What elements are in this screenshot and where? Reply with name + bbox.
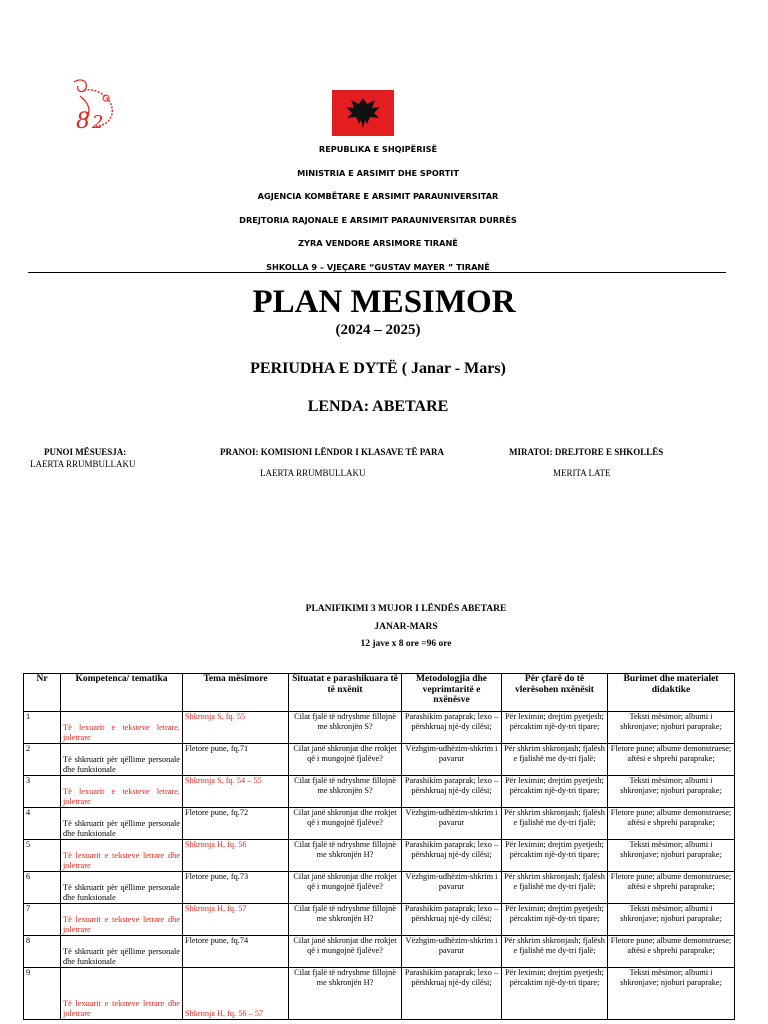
cell-competence: Të lexuarit e teksteve letrare dhe joletrare (61, 840, 183, 872)
cell-topic: Shkronja H, fq. 56 (183, 840, 289, 872)
cell-nr: 1 (24, 712, 61, 744)
cell-assessment: Për shkrim shkronjash; fjalësh e fjalishë me dy-tri fjalë; (502, 936, 608, 968)
cell-methodology: Parashikim paraprak; lexo –përshkruaj një-dy cilësi; (402, 840, 502, 872)
pranoi-role: PRANOI: KOMISIONI LËNDOR I KLASAVE TË PARA (220, 447, 445, 457)
col-header-assessment: Për çfarë do të vlerësohen nxënësit (502, 674, 608, 712)
header-line-office: ZYRA VENDORE ARSIMORE TIRANË (298, 238, 458, 248)
cell-topic: Fletore pune, fq.72 (183, 808, 289, 840)
cell-assessment: Për leximin; drejtim pyetjesh; përcaktim një-dy-tri tipare; (502, 968, 608, 1020)
cell-assessment: Për shkrim shkronjash; fjalësh e fjalishë me dy-tri fjalë; (502, 744, 608, 776)
cell-topic: Shkronja H, fq. 57 (183, 904, 289, 936)
cell-methodology: Parashikim paraprak; lexo –përshkruaj një-dy cilësi; (402, 776, 502, 808)
col-header-nr: Nr (24, 674, 61, 712)
table-row (24, 872, 735, 904)
col-header-topic: Tema mësimore (183, 674, 289, 712)
institution-header (0, 142, 756, 283)
col-header-methodology: Metodologjia dhe veprimtaritë e nxënësve (402, 674, 502, 712)
cell-nr: 3 (24, 776, 61, 808)
school-logo (66, 76, 120, 132)
miratoi-role: MIRATOI: DREJTORE E SHKOLLËS (509, 447, 664, 457)
cell-nr: 2 (24, 744, 61, 776)
svg-text:8: 8 (76, 109, 90, 132)
miratoi-name: MERITA LATE (553, 468, 611, 478)
header-line-ministry: MINISTRIA E ARSIMIT DHE SPORTIT (297, 167, 459, 178)
cell-nr: 8 (24, 936, 61, 968)
document-title: PLAN MESIMOR (252, 284, 516, 320)
cell-methodology: Parashikim paraprak; lexo –përshkruaj një-dy cilësi; (402, 968, 502, 1020)
table-row (24, 968, 735, 1020)
cell-resources: Fletore pune; albume demonstruese; aftësi e shprehi paraprake; (608, 936, 735, 968)
cell-resources: Teksti mësimor; albumi i shkronjave; njohuri paraprake; (608, 904, 735, 936)
table-row (24, 776, 735, 808)
signature-punoi (44, 447, 126, 457)
cell-methodology: Vëzhgim-udhëzim-shkrim i pavarur (402, 936, 502, 968)
cell-competence: Të shkruarit për qëllime personale dhe funksionale (61, 808, 183, 840)
table-row (24, 808, 735, 840)
cell-resources: Teksti mësimor; albumi i shkronjave; njohuri paraprake; (608, 776, 735, 808)
table-row (24, 936, 735, 968)
table-row (24, 904, 735, 936)
planning-title: PLANIFIKIMI 3 MUJOR I LËNDËS ABETARE (305, 604, 507, 614)
cell-nr: 5 (24, 840, 61, 872)
school-year: (2024 – 2025) (335, 322, 421, 338)
cell-resources: Teksti mësimor; albumi i shkronjave; njohuri paraprake; (608, 968, 735, 1020)
cell-assessment: Për shkrim shkronjash; fjalësh e fjalishë me dy-tri fjalë; (502, 808, 608, 840)
cell-assessment: Për shkrim shkronjash; fjalësh e fjalishë me dy-tri fjalë; (502, 872, 608, 904)
col-header-situations: Situatat e parashikuara të të nxënit (289, 674, 402, 712)
cell-methodology: Parashikim paraprak; lexo –përshkruaj një-dy cilësi; (402, 712, 502, 744)
signature-pranoi (220, 447, 444, 457)
cell-situations: Cilat fjalë të ndryshme fillojnë me shkronjën H? (289, 968, 402, 1020)
cell-situations: Cilat fjalë të ndryshme fillojnë me shkronjën H? (289, 840, 402, 872)
cell-assessment: Për leximin; drejtim pyetjesh; përcaktim një-dy-tri tipare; (502, 840, 608, 872)
table-row (24, 840, 735, 872)
cell-methodology: Vëzhgim-udhëzim-shkrim i pavarur (402, 744, 502, 776)
cell-assessment: Për leximin; drejtim pyetjesh; përcaktim një-dy-tri tipare; (502, 712, 608, 744)
svg-text:2: 2 (92, 112, 104, 132)
cell-methodology: Vëzhgim-udhëzim-shkrim i pavarur (402, 872, 502, 904)
planning-hours: 12 jave x 8 ore =96 ore (360, 639, 452, 649)
cell-nr: 6 (24, 872, 61, 904)
col-header-resources: Burimet dhe materialet didaktike (608, 674, 735, 712)
cell-nr: 7 (24, 904, 61, 936)
header-divider (28, 272, 726, 273)
table-row (24, 712, 735, 744)
cell-resources: Teksti mësimor; albumi i shkronjave; njohuri paraprake; (608, 840, 735, 872)
cell-topic: Shkronja S, fq. 54 – 55 (183, 776, 289, 808)
cell-competence: Të lexuarit e teksteve letrare dhe joletrare (61, 904, 183, 936)
table-header-row (24, 674, 735, 712)
cell-resources: Fletore pune; albume demonstruese; aftësi e shprehi paraprake; (608, 872, 735, 904)
cell-topic: Fletore pune, fq.73 (183, 872, 289, 904)
header-line-agency: AGJENCIA KOMBËTARE E ARSIMIT PARAUNIVERSITAR (257, 191, 499, 201)
cell-situations: Cilat janë shkronjat dhe rrokjet që i mungojnë fjalëve? (289, 808, 402, 840)
cell-topic: Fletore pune, fq.71 (183, 744, 289, 776)
cell-topic: Shkronja H, fq. 56 – 57 (183, 968, 289, 1020)
cell-competence: Të shkruarit për qëllime personale dhe funksionale (61, 872, 183, 904)
planning-months: JANAR-MARS (374, 622, 438, 632)
cell-methodology: Vëzhgim-udhëzim-shkrim i pavarur (402, 808, 502, 840)
cell-competence: Të lexuarit e teksteve letrare dhe joletrare (61, 968, 183, 1020)
subject-title: LENDA: ABETARE (307, 398, 449, 415)
punoi-name: LAERTA RRUMBULLAKU (30, 459, 136, 469)
col-header-competence: Kompetenca/ tematika (61, 674, 183, 712)
cell-situations: Cilat janë shkronjat dhe rrokjet që i mungojnë fjalëve? (289, 744, 402, 776)
cell-competence: Të shkruarit për qëllime personale dhe funksionale (61, 744, 183, 776)
cell-situations: Cilat fjalë të ndryshme fillojnë me shkronjën S? (289, 776, 402, 808)
signature-miratoi (509, 447, 663, 457)
cell-nr: 9 (24, 968, 61, 1020)
table-row (24, 744, 735, 776)
cell-resources: Fletore pune; albume demonstruese; aftësi e shprehi paraprake; (608, 808, 735, 840)
cell-situations: Cilat fjalë të ndryshme fillojnë me shkronjën H? (289, 904, 402, 936)
cell-topic: Shkronja S, fq. 55 (183, 712, 289, 744)
cell-situations: Cilat janë shkronjat dhe rrokjet që i mungojnë fjalëve? (289, 872, 402, 904)
cell-competence: Të lexuarit e teksteve letrare, joletrare (61, 776, 183, 808)
cell-situations: Cilat fjalë të ndryshme fillojnë me shkronjën S? (289, 712, 402, 744)
cell-methodology: Parashikim paraprak; lexo –përshkruaj një-dy cilësi; (402, 904, 502, 936)
header-line-directorate: DREJTORIA RAJONALE E ARSIMIT PARAUNIVERSITAR DURRËS (239, 214, 517, 225)
cell-assessment: Për leximin; drejtim pyetjesh; përcaktim një-dy-tri tipare; (502, 776, 608, 808)
cell-competence: Të shkruarit për qëllime personale dhe funksionale (61, 936, 183, 968)
pranoi-name: LAERTA RRUMBULLAKU (260, 468, 366, 478)
cell-competence: Të lexuarit e teksteve letrare, joletrare (61, 712, 183, 744)
cell-nr: 4 (24, 808, 61, 840)
header-line-school: SHKOLLA 9 – VJEÇARE “GUSTAV MAYER ” TIRANË (266, 261, 490, 272)
albania-flag-emblem (332, 90, 394, 136)
cell-topic: Fletore pune, fq.74 (183, 936, 289, 968)
cell-situations: Cilat janë shkronjat dhe rrokjet që i mungojnë fjalëve? (289, 936, 402, 968)
lesson-plan-table (23, 673, 735, 1020)
header-line-republic: REPUBLIKA E SHQIPËRISË (318, 144, 438, 154)
period-title: PERIUDHA E DYTË ( Janar - Mars) (250, 360, 506, 377)
cell-assessment: Për leximin; drejtim pyetjesh; përcaktim një-dy-tri tipare; (502, 904, 608, 936)
cell-resources: Teksti mësimor; albumi i shkronjave; njohuri paraprake; (608, 712, 735, 744)
cell-resources: Fletore pune; albume demonstruese; aftësi e shprehi paraprake; (608, 744, 735, 776)
punoi-role: PUNOI MËSUESJA: (44, 447, 127, 457)
